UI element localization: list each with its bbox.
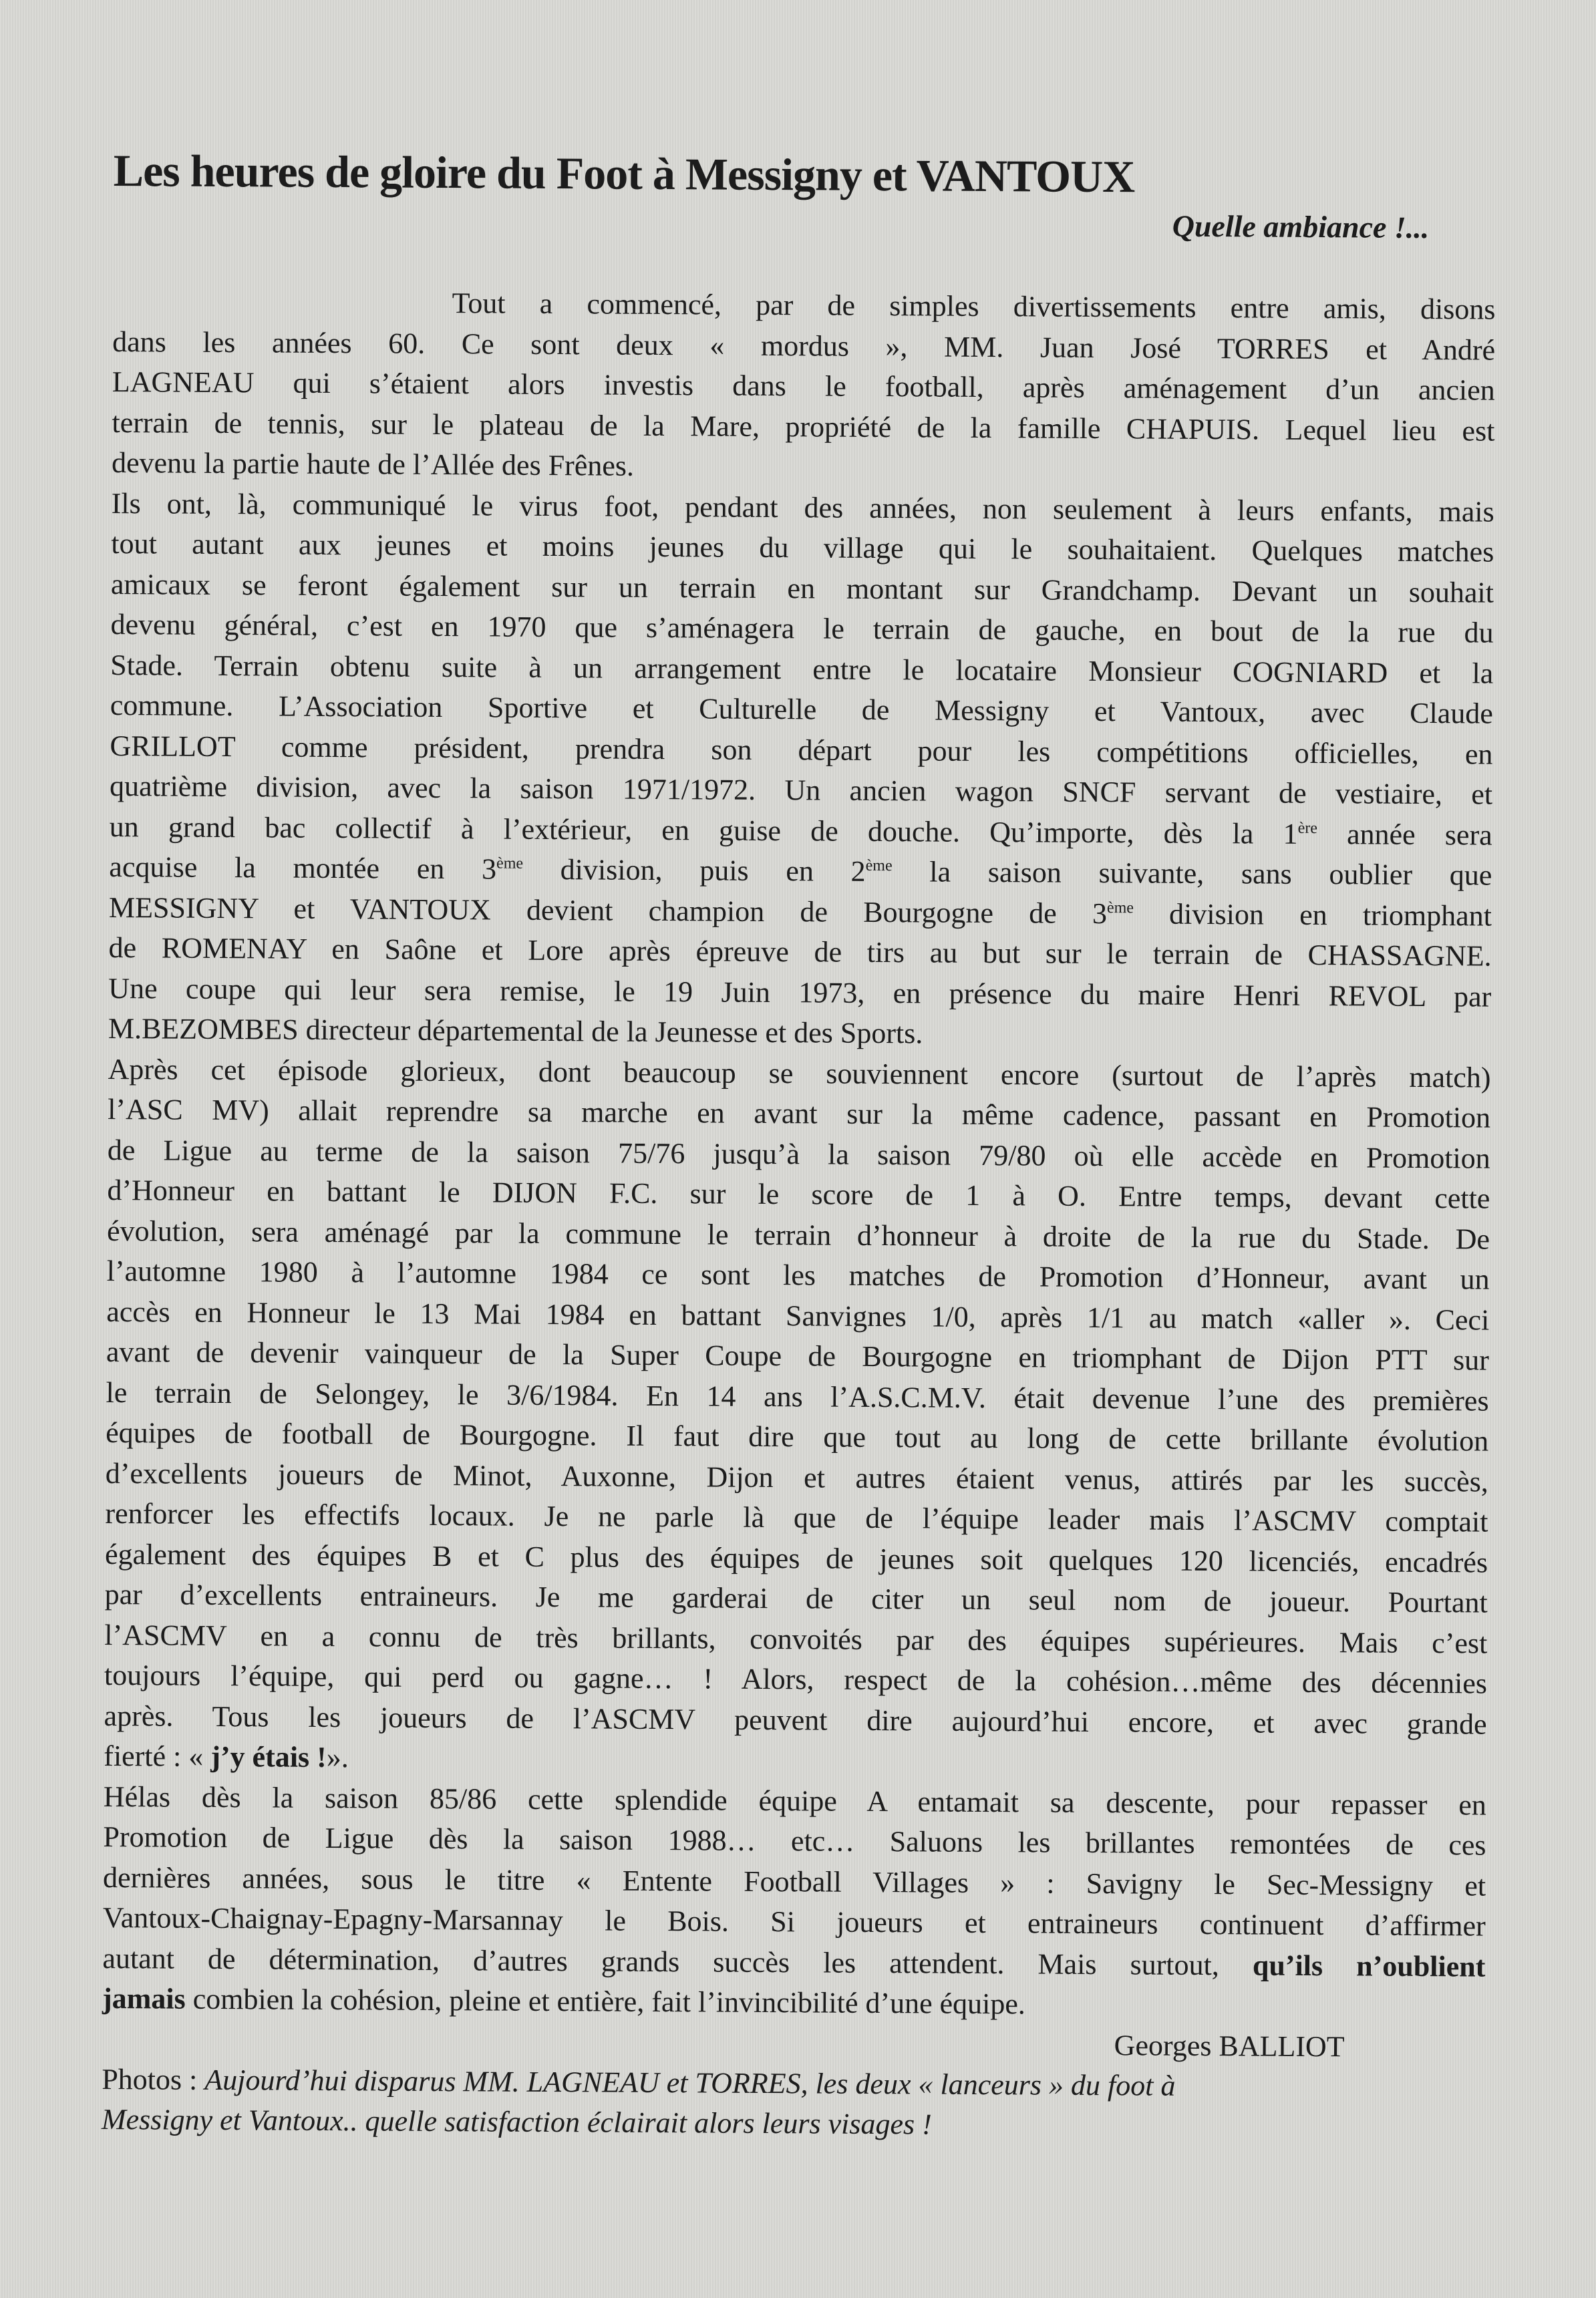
text-line: commune. L’Association Sportive et Culturelle de Messigny et Vantoux, avec Claude	[110, 688, 1493, 730]
text-line: terrain de tennis, sur le plateau de la Mare, propriété de la famille CHAPUIS. Lequel lieu est	[112, 405, 1495, 448]
text-line: dans les années 60. Ce sont deux « mordus », MM. Juan José TORRES et André	[112, 325, 1496, 367]
text-line: Promotion de Ligue dès la saison 1988… etc… Saluons les brillantes remontées de ces	[103, 1820, 1486, 1862]
text-line: quatrième division, avec la saison 1971/1972. Un ancien wagon SNCF servant de vestiaire, et	[109, 769, 1493, 811]
text-line: également des équipes B et C plus des équipes de jeunes soit quelques 120 licenciés, encadrés	[104, 1537, 1488, 1579]
text-segment: MESSIGNY et VANTOUX devient champion de Bourgogne de 3	[108, 890, 1108, 930]
text-segment: division, puis en 2	[522, 852, 866, 888]
superscript: ème	[1106, 898, 1134, 917]
caption-text: Messigny et Vantoux.. quelle satisfaction éclairait alors leurs visages !	[101, 2102, 932, 2141]
text-line: d’excellents joueurs de Minot, Auxonne, Dijon et autres étaient venus, attirés par les succès,	[105, 1456, 1488, 1498]
text-line: dernières années, sous le titre « Entente Football Villages » : Savigny le Sec-Messigny et	[102, 1860, 1486, 1903]
text-line: de Ligue au terme de la saison 75/76 jusqu’à la saison 79/80 où elle accède en Promotion	[107, 1133, 1490, 1175]
text-line: le terrain de Selongey, le 3/6/1984. En 14 ans l’A.S.C.M.V. était devenue l’une des premières	[106, 1375, 1489, 1418]
text-line: Une coupe qui leur sera remise, le 19 Juin 1973, en présence du maire Henri REVOL par	[108, 971, 1492, 1013]
text-line: GRILLOT comme président, prendra son départ pour les compétitions officielles, en	[110, 729, 1493, 771]
author-signature: Georges BALLIOT	[1114, 2028, 1345, 2063]
text-line: Stade. Terrain obtenu suite à un arrangement entre le locataire Monsieur COGNIARD et la	[110, 648, 1494, 690]
text-line	[102, 1979, 1485, 2027]
article-body	[102, 281, 1496, 2027]
document-page	[102, 144, 1510, 2148]
text-line: évolution, sera aménagé par la commune le terrain d’honneur à droite de la rue du Stade. De	[106, 1214, 1490, 1256]
text-line: devenu la partie haute de l’Allée des Frênes.	[111, 446, 635, 482]
text-line: l’automne 1980 à l’automne 1984 ce sont les matches de Promotion d’Honneur, avant un	[106, 1254, 1490, 1296]
text-line: tout autant aux jeunes et moins jeunes du village qui le souhaitaient. Quelques matches	[111, 526, 1494, 568]
text-line: l’ASC MV) allait reprendre sa marche en avant sur la même cadence, passant en Promotion	[108, 1092, 1491, 1134]
text-line: toujours l’équipe, qui perd ou gagne… ! Alors, respect de la cohésion…même des décennies	[104, 1658, 1488, 1700]
text-segment: combien la cohésion, pleine et entière, fait l’invincibilité d’une équipe.	[192, 1982, 1026, 2021]
text-segment: fierté : «	[104, 1739, 211, 1773]
text-line: LAGNEAU qui s’étaient alors investis dans le football, après aménagement d’un ancien	[112, 365, 1495, 407]
text-line: d’Honneur en battant le DIJON F.C. sur le score de 1 à O. Entre temps, devant cette	[107, 1173, 1490, 1215]
text-segment: ».	[326, 1740, 349, 1774]
bold-phrase: jamais	[102, 1981, 186, 2015]
text-line: de ROMENAY en Saône et Lore après épreuve de tirs au but sur le terrain de CHASSAGNE.	[108, 931, 1492, 973]
text-segment: acquise la montée en 3	[109, 850, 497, 886]
text-line: Tout a commencé, par de simples divertissements entre amis, disons	[452, 287, 1496, 326]
text-line: renforcer les effectifs locaux. Je ne parle là que de l’équipe leader mais l’ASCMV comptait	[105, 1496, 1488, 1538]
superscript: ème	[496, 854, 524, 872]
text-line: après. Tous les joueurs de l’ASCMV peuvent dire aujourd’hui encore, et avec grande	[104, 1699, 1487, 1741]
text-segment: la saison suivante, sans oublier que	[892, 855, 1492, 892]
text-line: avant de devenir vainqueur de la Super Coupe de Bourgogne en triomphant de Dijon PTT sur	[106, 1335, 1490, 1377]
bold-quote: j’y étais !	[210, 1740, 327, 1774]
superscript: ème	[865, 856, 893, 875]
article-title: Les heures de gloire du Foot à Messigny et VANTOUX	[113, 144, 1135, 202]
bold-phrase: qu’ils n’oublient	[1252, 1948, 1486, 1983]
text-line: Hélas dès la saison 85/86 cette splendide équipe A entamait sa descente, pour repasser en	[103, 1780, 1486, 1822]
caption-text: Aujourd’hui disparus MM. LAGNEAU et TORRES, les deux « lanceurs » du foot à	[204, 2063, 1176, 2102]
article-subtitle: Quelle ambiance !...	[1172, 208, 1430, 245]
text-line: accès en Honneur le 13 Mai 1984 en battant Sanvignes 1/0, après 1/1 au match «aller ». Ceci	[106, 1295, 1490, 1337]
text-line: Vantoux-Chaignay-Epagny-Marsannay le Bois. Si joueurs et entraineurs continuent d’affirmer	[102, 1901, 1486, 1943]
text-line: par d’excellents entraineurs. Je me garderai de citer un seul nom de joueur. Pourtant	[104, 1577, 1488, 1619]
text-segment: autant de détermination, d’autres grands succès les attendent. Mais surtout,	[102, 1941, 1253, 1981]
text-line: Ils ont, là, communiqué le virus foot, pendant des années, non seulement à leurs enfants, mais	[111, 486, 1494, 528]
text-line: Après cet épisode glorieux, dont beaucoup se souviennent encore (surtout de l’après match)	[108, 1052, 1491, 1094]
text-line: l’ASCMV en a connu de très brillants, convoités par des équipes supérieures. Mais c’est	[104, 1618, 1488, 1660]
text-segment: division en triomphant	[1133, 896, 1492, 933]
text-line: amicaux se feront également sur un terrain en montant sur Grandchamp. Devant un souhait	[110, 567, 1494, 609]
text-line: équipes de football de Bourgogne. Il faut dire que tout au long de cette brillante évolution	[106, 1416, 1489, 1458]
text-segment: un grand bac collectif à l’extérieur, en guise de douche. Qu’importe, dès la 1	[109, 810, 1298, 850]
caption-label: Photos :	[102, 2062, 205, 2096]
superscript: ère	[1297, 819, 1317, 837]
text-segment: année sera	[1317, 817, 1492, 852]
text-line: M.BEZOMBES directeur départemental de la Jeunesse et des Sports.	[108, 1011, 923, 1050]
photo-caption	[102, 2059, 1498, 2148]
text-line: devenu général, c’est en 1970 que s’aménagera le terrain de gauche, en bout de la rue du	[110, 607, 1494, 649]
